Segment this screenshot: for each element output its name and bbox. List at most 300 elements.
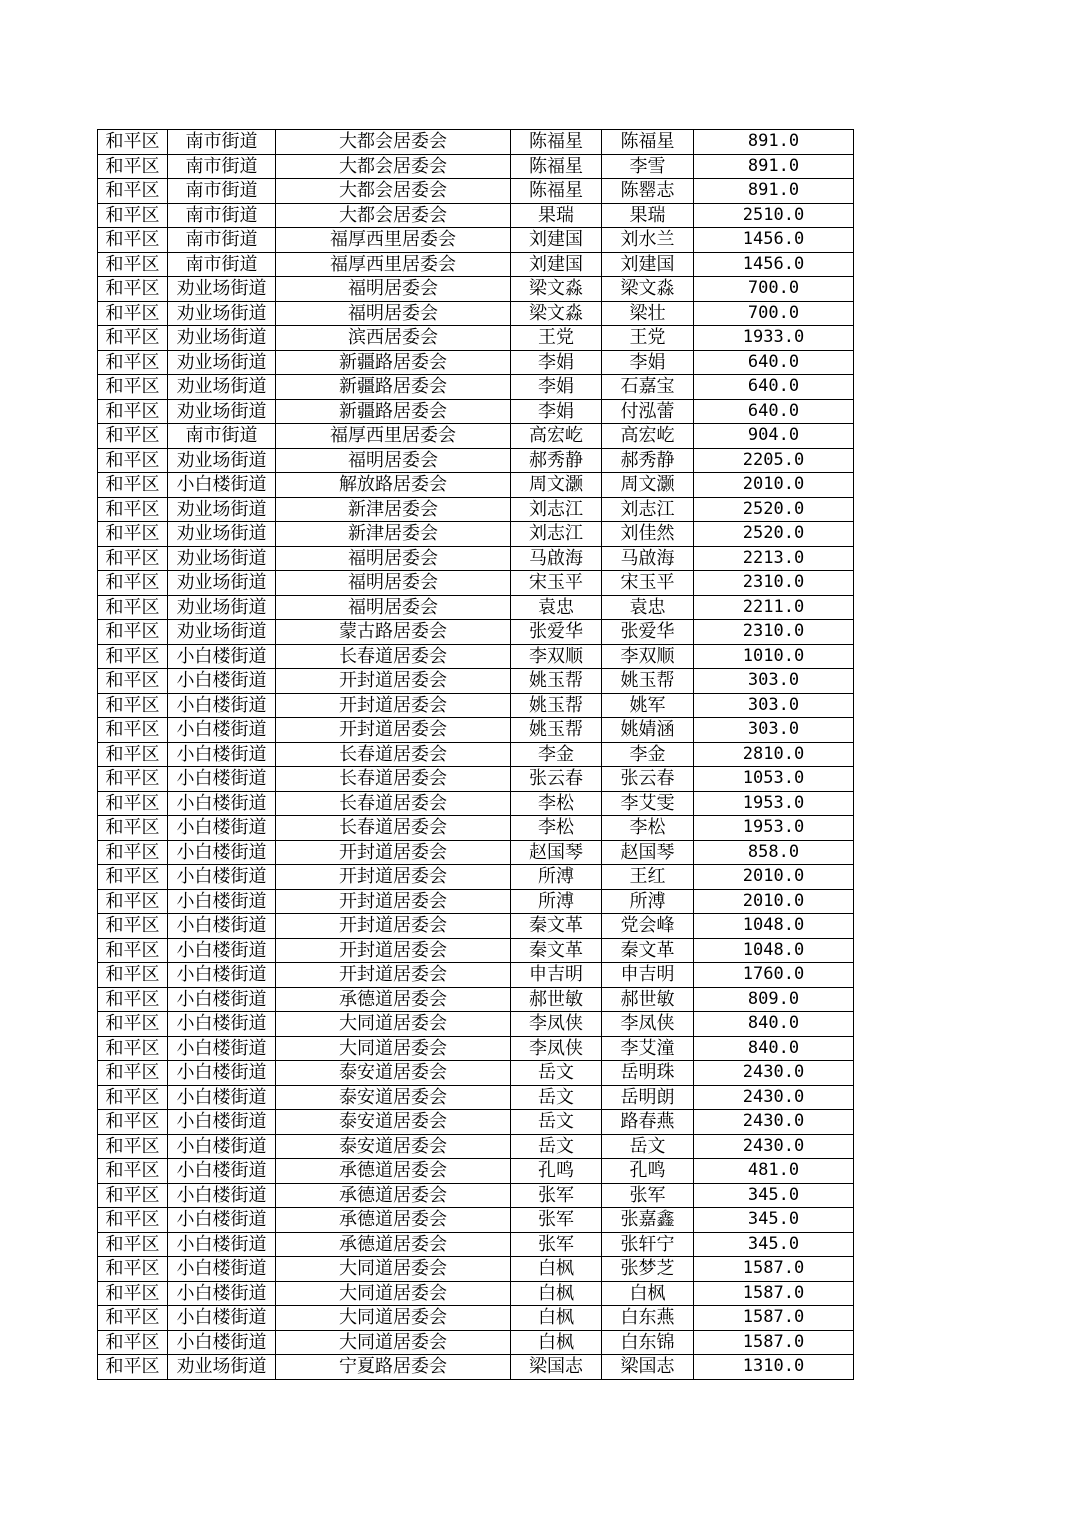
member-cell: 王红 [602,865,694,890]
amount-cell: 1048.0 [694,938,854,963]
household-head-cell: 所溥 [511,889,602,914]
district-cell: 和平区 [98,301,168,326]
committee-cell: 大同道居委会 [276,1257,511,1282]
amount-cell: 891.0 [694,179,854,204]
table-row [98,375,854,400]
district-cell: 和平区 [98,767,168,792]
street-cell: 劝业场街道 [168,546,276,571]
committee-cell: 大同道居委会 [276,1036,511,1061]
amount-cell: 2205.0 [694,448,854,473]
street-cell: 小白楼街道 [168,1232,276,1257]
amount-cell: 1933.0 [694,326,854,351]
amount-cell: 1587.0 [694,1257,854,1282]
amount-cell: 2520.0 [694,497,854,522]
table-row [98,546,854,571]
amount-cell: 2010.0 [694,473,854,498]
household-head-cell: 王党 [511,326,602,351]
amount-cell: 700.0 [694,277,854,302]
table-row [98,522,854,547]
member-cell: 李凤侠 [602,1012,694,1037]
street-cell: 小白楼街道 [168,1110,276,1135]
street-cell: 劝业场街道 [168,277,276,302]
committee-cell: 福明居委会 [276,277,511,302]
member-cell: 路春燕 [602,1110,694,1135]
data-table [97,129,854,1380]
committee-cell: 大同道居委会 [276,1330,511,1355]
amount-cell: 840.0 [694,1036,854,1061]
street-cell: 小白楼街道 [168,1012,276,1037]
district-cell: 和平区 [98,1281,168,1306]
amount-cell: 640.0 [694,350,854,375]
amount-cell: 1587.0 [694,1281,854,1306]
household-head-cell: 李娟 [511,375,602,400]
table-row [98,718,854,743]
table-row [98,130,854,155]
street-cell: 小白楼街道 [168,816,276,841]
street-cell: 劝业场街道 [168,595,276,620]
committee-cell: 新津居委会 [276,522,511,547]
household-head-cell: 申吉明 [511,963,602,988]
table-row [98,1232,854,1257]
household-head-cell: 刘建国 [511,252,602,277]
committee-cell: 长春道居委会 [276,742,511,767]
amount-cell: 1587.0 [694,1306,854,1331]
committee-cell: 新津居委会 [276,497,511,522]
household-head-cell: 果瑞 [511,203,602,228]
street-cell: 小白楼街道 [168,963,276,988]
district-cell: 和平区 [98,179,168,204]
district-cell: 和平区 [98,1257,168,1282]
amount-cell: 2510.0 [694,203,854,228]
table-row [98,350,854,375]
committee-cell: 开封道居委会 [276,840,511,865]
table-row [98,571,854,596]
household-head-cell: 所溥 [511,865,602,890]
committee-cell: 开封道居委会 [276,963,511,988]
table-row [98,301,854,326]
street-cell: 小白楼街道 [168,1330,276,1355]
district-cell: 和平区 [98,1232,168,1257]
amount-cell: 481.0 [694,1159,854,1184]
household-head-cell: 袁忠 [511,595,602,620]
street-cell: 小白楼街道 [168,840,276,865]
amount-cell: 640.0 [694,399,854,424]
street-cell: 南市街道 [168,228,276,253]
street-cell: 劝业场街道 [168,522,276,547]
amount-cell: 904.0 [694,424,854,449]
street-cell: 小白楼街道 [168,1306,276,1331]
amount-cell: 1010.0 [694,644,854,669]
district-cell: 和平区 [98,1110,168,1135]
street-cell: 劝业场街道 [168,350,276,375]
member-cell: 袁忠 [602,595,694,620]
committee-cell: 承德道居委会 [276,987,511,1012]
street-cell: 小白楼街道 [168,1134,276,1159]
member-cell: 陈福星 [602,130,694,155]
member-cell: 刘佳然 [602,522,694,547]
member-cell: 李雪 [602,154,694,179]
committee-cell: 泰安道居委会 [276,1085,511,1110]
street-cell: 小白楼街道 [168,669,276,694]
member-cell: 白枫 [602,1281,694,1306]
committee-cell: 泰安道居委会 [276,1134,511,1159]
committee-cell: 长春道居委会 [276,644,511,669]
table-row [98,399,854,424]
member-cell: 岳文 [602,1134,694,1159]
committee-cell: 蒙古路居委会 [276,620,511,645]
district-cell: 和平区 [98,399,168,424]
table-row [98,277,854,302]
street-cell: 劝业场街道 [168,375,276,400]
amount-cell: 2310.0 [694,571,854,596]
district-cell: 和平区 [98,130,168,155]
committee-cell: 开封道居委会 [276,865,511,890]
member-cell: 李艾潼 [602,1036,694,1061]
district-cell: 和平区 [98,1134,168,1159]
street-cell: 劝业场街道 [168,1355,276,1380]
committee-cell: 承德道居委会 [276,1159,511,1184]
street-cell: 南市街道 [168,424,276,449]
member-cell: 孔鸣 [602,1159,694,1184]
household-head-cell: 宋玉平 [511,571,602,596]
committee-cell: 解放路居委会 [276,473,511,498]
street-cell: 小白楼街道 [168,1159,276,1184]
street-cell: 劝业场街道 [168,571,276,596]
amount-cell: 1456.0 [694,228,854,253]
committee-cell: 承德道居委会 [276,1232,511,1257]
committee-cell: 大同道居委会 [276,1281,511,1306]
district-cell: 和平区 [98,252,168,277]
committee-cell: 大都会居委会 [276,203,511,228]
table-row [98,326,854,351]
committee-cell: 福明居委会 [276,301,511,326]
committee-cell: 新疆路居委会 [276,350,511,375]
member-cell: 岳明朗 [602,1085,694,1110]
table-row [98,669,854,694]
household-head-cell: 周文灏 [511,473,602,498]
table-row [98,1061,854,1086]
amount-cell: 891.0 [694,130,854,155]
street-cell: 小白楼街道 [168,938,276,963]
table-row [98,424,854,449]
household-head-cell: 陈福星 [511,179,602,204]
committee-cell: 开封道居委会 [276,693,511,718]
member-cell: 党会峰 [602,914,694,939]
district-cell: 和平区 [98,228,168,253]
street-cell: 小白楼街道 [168,1061,276,1086]
table-row [98,987,854,1012]
district-cell: 和平区 [98,718,168,743]
committee-cell: 大同道居委会 [276,1012,511,1037]
district-cell: 和平区 [98,644,168,669]
district-cell: 和平区 [98,1355,168,1380]
household-head-cell: 张军 [511,1232,602,1257]
amount-cell: 345.0 [694,1208,854,1233]
district-cell: 和平区 [98,546,168,571]
table-row [98,1134,854,1159]
amount-cell: 700.0 [694,301,854,326]
street-cell: 南市街道 [168,130,276,155]
household-head-cell: 岳文 [511,1110,602,1135]
member-cell: 所溥 [602,889,694,914]
district-cell: 和平区 [98,1306,168,1331]
table-row [98,1159,854,1184]
household-head-cell: 秦文革 [511,914,602,939]
district-cell: 和平区 [98,595,168,620]
street-cell: 小白楼街道 [168,889,276,914]
table-row [98,154,854,179]
member-cell: 张云春 [602,767,694,792]
table-row [98,767,854,792]
amount-cell: 858.0 [694,840,854,865]
household-head-cell: 姚玉帮 [511,669,602,694]
district-cell: 和平区 [98,448,168,473]
street-cell: 小白楼街道 [168,1281,276,1306]
amount-cell: 2430.0 [694,1085,854,1110]
district-cell: 和平区 [98,203,168,228]
district-cell: 和平区 [98,326,168,351]
table-row [98,865,854,890]
district-cell: 和平区 [98,963,168,988]
household-head-cell: 李娟 [511,350,602,375]
district-cell: 和平区 [98,693,168,718]
street-cell: 小白楼街道 [168,987,276,1012]
table-row [98,938,854,963]
household-head-cell: 李松 [511,816,602,841]
household-head-cell: 马啟海 [511,546,602,571]
district-cell: 和平区 [98,620,168,645]
committee-cell: 开封道居委会 [276,669,511,694]
member-cell: 陈罂志 [602,179,694,204]
table-row [98,1036,854,1061]
amount-cell: 1587.0 [694,1330,854,1355]
member-cell: 赵国琴 [602,840,694,865]
member-cell: 周文灏 [602,473,694,498]
committee-cell: 大都会居委会 [276,154,511,179]
table-row [98,644,854,669]
table-row [98,448,854,473]
street-cell: 小白楼街道 [168,767,276,792]
member-cell: 梁国志 [602,1355,694,1380]
street-cell: 劝业场街道 [168,326,276,351]
street-cell: 小白楼街道 [168,1257,276,1282]
household-head-cell: 郝秀静 [511,448,602,473]
amount-cell: 2430.0 [694,1110,854,1135]
member-cell: 姚军 [602,693,694,718]
table-row [98,473,854,498]
household-head-cell: 岳文 [511,1134,602,1159]
amount-cell: 1053.0 [694,767,854,792]
committee-cell: 宁夏路居委会 [276,1355,511,1380]
member-cell: 李金 [602,742,694,767]
table-row [98,889,854,914]
table-row [98,816,854,841]
table-row [98,1281,854,1306]
household-head-cell: 刘志江 [511,497,602,522]
member-cell: 果瑞 [602,203,694,228]
street-cell: 劝业场街道 [168,620,276,645]
street-cell: 南市街道 [168,179,276,204]
table-row [98,742,854,767]
committee-cell: 开封道居委会 [276,938,511,963]
member-cell: 宋玉平 [602,571,694,596]
amount-cell: 345.0 [694,1232,854,1257]
street-cell: 小白楼街道 [168,1085,276,1110]
table-row [98,1306,854,1331]
table-row [98,620,854,645]
household-head-cell: 李松 [511,791,602,816]
street-cell: 小白楼街道 [168,791,276,816]
street-cell: 南市街道 [168,154,276,179]
district-cell: 和平区 [98,497,168,522]
street-cell: 小白楼街道 [168,1036,276,1061]
table-row [98,1330,854,1355]
member-cell: 李双顺 [602,644,694,669]
amount-cell: 2213.0 [694,546,854,571]
committee-cell: 福明居委会 [276,448,511,473]
amount-cell: 1310.0 [694,1355,854,1380]
amount-cell: 2310.0 [694,620,854,645]
street-cell: 劝业场街道 [168,497,276,522]
member-cell: 姚婧涵 [602,718,694,743]
amount-cell: 1760.0 [694,963,854,988]
street-cell: 小白楼街道 [168,473,276,498]
household-head-cell: 刘志江 [511,522,602,547]
member-cell: 刘志江 [602,497,694,522]
household-head-cell: 李凤侠 [511,1012,602,1037]
committee-cell: 开封道居委会 [276,889,511,914]
table-row [98,1085,854,1110]
district-cell: 和平区 [98,1183,168,1208]
household-head-cell: 岳文 [511,1061,602,1086]
district-cell: 和平区 [98,424,168,449]
member-cell: 秦文革 [602,938,694,963]
table-row [98,497,854,522]
member-cell: 李艾雯 [602,791,694,816]
household-head-cell: 陈福星 [511,154,602,179]
district-cell: 和平区 [98,1085,168,1110]
household-head-cell: 张军 [511,1183,602,1208]
street-cell: 南市街道 [168,252,276,277]
district-cell: 和平区 [98,816,168,841]
member-cell: 张军 [602,1183,694,1208]
household-head-cell: 张爱华 [511,620,602,645]
table-row [98,179,854,204]
table-row [98,1183,854,1208]
street-cell: 小白楼街道 [168,865,276,890]
household-head-cell: 张云春 [511,767,602,792]
table-row [98,203,854,228]
household-head-cell: 白枫 [511,1281,602,1306]
committee-cell: 泰安道居委会 [276,1061,511,1086]
committee-cell: 长春道居委会 [276,816,511,841]
amount-cell: 1953.0 [694,791,854,816]
household-head-cell: 高宏屹 [511,424,602,449]
table-row [98,791,854,816]
district-cell: 和平区 [98,1208,168,1233]
committee-cell: 大同道居委会 [276,1306,511,1331]
amount-cell: 2520.0 [694,522,854,547]
district-cell: 和平区 [98,889,168,914]
table-row [98,252,854,277]
amount-cell: 891.0 [694,154,854,179]
member-cell: 张轩宁 [602,1232,694,1257]
household-head-cell: 梁文淼 [511,301,602,326]
district-cell: 和平区 [98,1159,168,1184]
amount-cell: 2211.0 [694,595,854,620]
district-cell: 和平区 [98,522,168,547]
district-cell: 和平区 [98,375,168,400]
household-head-cell: 李娟 [511,399,602,424]
district-cell: 和平区 [98,669,168,694]
member-cell: 张梦芝 [602,1257,694,1282]
committee-cell: 福明居委会 [276,546,511,571]
member-cell: 姚玉帮 [602,669,694,694]
member-cell: 岳明珠 [602,1061,694,1086]
member-cell: 李娟 [602,350,694,375]
member-cell: 李松 [602,816,694,841]
amount-cell: 840.0 [694,1012,854,1037]
member-cell: 高宏屹 [602,424,694,449]
member-cell: 石嘉宝 [602,375,694,400]
committee-cell: 大都会居委会 [276,179,511,204]
member-cell: 马啟海 [602,546,694,571]
household-head-cell: 梁文淼 [511,277,602,302]
amount-cell: 303.0 [694,718,854,743]
household-head-cell: 白枫 [511,1330,602,1355]
member-cell: 张嘉鑫 [602,1208,694,1233]
amount-cell: 303.0 [694,669,854,694]
district-cell: 和平区 [98,938,168,963]
committee-cell: 福明居委会 [276,571,511,596]
committee-cell: 福厚西里居委会 [276,424,511,449]
amount-cell: 2430.0 [694,1134,854,1159]
household-head-cell: 李双顺 [511,644,602,669]
table-row [98,914,854,939]
district-cell: 和平区 [98,1061,168,1086]
committee-cell: 泰安道居委会 [276,1110,511,1135]
district-cell: 和平区 [98,1330,168,1355]
household-head-cell: 刘建国 [511,228,602,253]
committee-cell: 新疆路居委会 [276,375,511,400]
amount-cell: 2010.0 [694,889,854,914]
street-cell: 小白楼街道 [168,1208,276,1233]
district-cell: 和平区 [98,987,168,1012]
member-cell: 郝世敏 [602,987,694,1012]
amount-cell: 2810.0 [694,742,854,767]
member-cell: 申吉明 [602,963,694,988]
member-cell: 白东锦 [602,1330,694,1355]
amount-cell: 1048.0 [694,914,854,939]
household-head-cell: 梁国志 [511,1355,602,1380]
committee-cell: 开封道居委会 [276,718,511,743]
committee-cell: 长春道居委会 [276,791,511,816]
member-cell: 王党 [602,326,694,351]
member-cell: 白东燕 [602,1306,694,1331]
table-row [98,1355,854,1380]
committee-cell: 承德道居委会 [276,1208,511,1233]
member-cell: 郝秀静 [602,448,694,473]
street-cell: 劝业场街道 [168,301,276,326]
district-cell: 和平区 [98,350,168,375]
table-row [98,1110,854,1135]
district-cell: 和平区 [98,914,168,939]
district-cell: 和平区 [98,473,168,498]
member-cell: 张爱华 [602,620,694,645]
table-row [98,595,854,620]
amount-cell: 640.0 [694,375,854,400]
district-cell: 和平区 [98,865,168,890]
